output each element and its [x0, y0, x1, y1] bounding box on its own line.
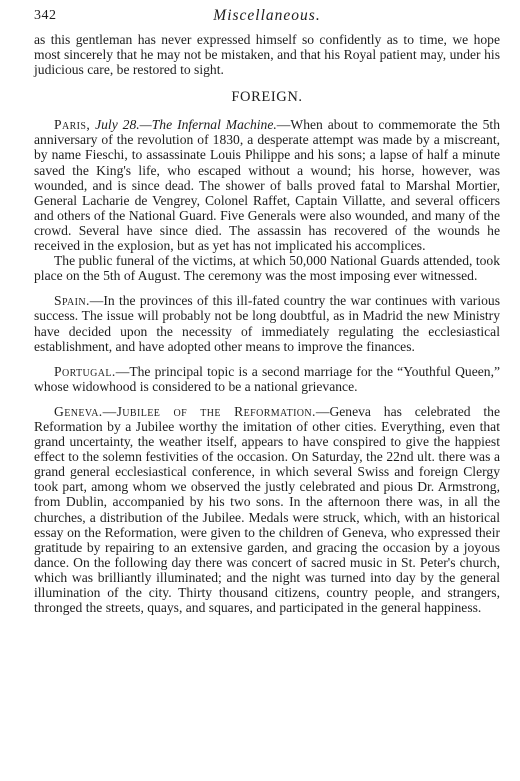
spain-place: Spain.: [54, 293, 90, 309]
book-page: [34, 6, 500, 615]
geneva-paragraph: [34, 404, 500, 615]
running-title: Miscellaneous.: [213, 7, 321, 24]
geneva-text: —Geneva has celebrated the Reformation by a Jubilee worthy the imitation of other cities. Everything, even that grand uncertainty, the weather itself, appears to have conspired to give the happiest effect to the solemn festivities of the occasion. On Saturday, the 22nd ult. there was a grand general ecclesiastical conference, in which several Swiss and foreign Clergy took part, among whom we observed the justly celebrated and pious Dr. Armstrong, from Dublin, accompanied by his two sons. In the afternoon there was, in all the churches, a distribution of the Jubilee. Medals were struck, which, with an historical essay on the Reformation, were given to the children of Geneva, who expressed their gratitude by repairing to an extensive garden, and gracing the occasion by a joyous dance. On the following day there was concert of sacred music in St. Peter's church, which was brilliantly illuminated; and the night was turned into day by the general illumination of the city. Thirty thousand citizens, country people, and strangers, thronged the streets, quays, and squares, and participated in the general happiness.: [34, 403, 501, 616]
geneva-heading: —Jubilee of the Reformation.: [102, 403, 316, 419]
portugal-place: Portugal.: [54, 363, 116, 379]
paragraph-gap: [34, 394, 500, 404]
page-number: 342: [34, 8, 57, 23]
paragraph-gap: [34, 283, 500, 293]
paris-place: Paris,: [54, 117, 91, 133]
paris-funeral-paragraph: The public funeral of the victims, at which 50,000 National Guards attended, took place on the 5th of August. The ceremony was the most imposing ever witnessed.: [34, 253, 500, 284]
paris-date-title: July 28.—The Infernal Machine.: [95, 117, 277, 133]
geneva-place: Geneva.: [54, 403, 103, 419]
portugal-text: —The principal topic is a second marriage for the “Youthful Queen,” whose widowhood is considered to be a national grievance.: [34, 363, 500, 394]
continuation-paragraph: as this gentleman has never expressed himself so confidently as to time, we hope most sincerely that he may not be mistaken, and that his Royal patient may, under his judicious care, be restored to sight.: [34, 32, 500, 78]
running-head: [34, 6, 500, 32]
spain-paragraph: [34, 293, 500, 353]
portugal-paragraph: [34, 364, 500, 394]
section-heading: FOREIGN.: [231, 89, 303, 106]
paris-text: —When about to commemorate the 5th anniversary of the revolution of 1830, a desperate attempt was made by a miscreant, by name Fieschi, to assassinate Louis Philippe and his sons; a lapse of half a minute saved the King's life, who escaped without a wound; his horse, however, was wounded, and is since dead. The shower of balls proved fatal to Marshal Mortier, General Lacharie de Vengrey, Colonel Raffet, Captain Villatte, and several officers and others of the National Guard. Five Generals were also wounded, and many of the crowd. Several have since died. The assassin has recovered of the wounds he received in the explosion, but as yet has not implicated his accomplices.: [34, 117, 500, 254]
spain-text: —In the provinces of this ill-fated country the war continues with various success. The issue will probably not be long doubtful, as in Madrid the new Ministry have decided upon the necessity of immediately regulating the ecclesiastical establishment, and have adopted other means to improve the finances.: [34, 293, 500, 354]
paragraph-gap: [34, 354, 500, 364]
paris-paragraph: [34, 117, 500, 253]
